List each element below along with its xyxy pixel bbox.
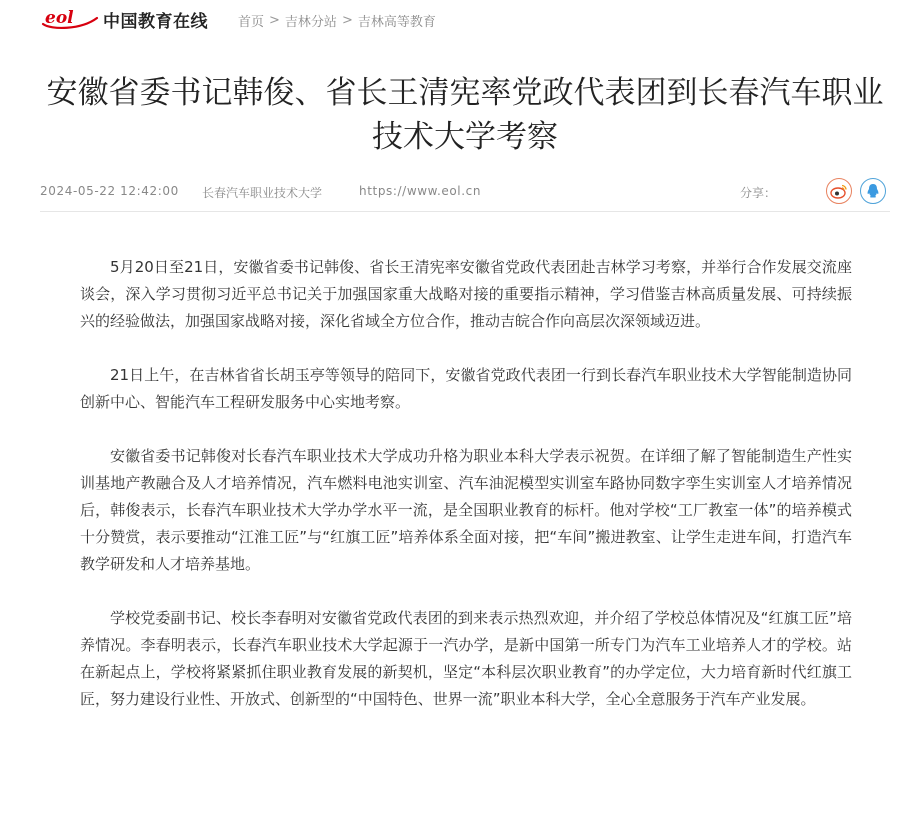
breadcrumb-separator: > <box>269 13 280 28</box>
breadcrumb-jilin[interactable]: 吉林分站 <box>284 15 337 30</box>
share-label: 分享： <box>740 186 777 200</box>
article-paragraph: 安徽省委书记韩俊对长春汽车职业技术大学成功升格为职业本科大学表示祝贺。在详细了解了智能制造生产性实训基地产教融合及人才培养情况，汽车燃料电池实训室、汽车油泥模型实训室车路协同数字孪生实训室人才培养情况后，韩俊表示，长春汽车职业技术大学办学水平一流，是全国职业教育的标杆。他对学校“工厂教室一体”的培养模式十分赞赏，表示要推动“江淮工匠”与“红旗工匠”培养体系全面对接，把“车间”搬进教室、让学生走进车间，打造汽车教学研发和人才培养基地。 <box>80 447 852 573</box>
publish-date: 2024-05-22 12:42:00 <box>40 184 179 198</box>
breadcrumb-home[interactable]: 首页 <box>238 15 265 30</box>
article-paragraph: 5月20日至21日，安徽省委书记韩俊、省长王清宪率安徽省党政代表团赴吉林学习考察，并举行合作发展交流座谈会，深入学习贯彻习近平总书记关于加强国家重大战略对接的重要指示精神，学习借鉴吉林高质量发展、可持续振兴的经验做法，加强国家战略对接，深化省域全方位合作，推动吉皖合作向高层次深领域迈进。 <box>80 258 852 330</box>
share-qq-button[interactable] <box>860 178 886 204</box>
qq-icon <box>866 183 880 199</box>
article-paragraph: 学校党委副书记、校长李春明对安徽省党政代表团的到来表示热烈欢迎，并介绍了学校总体情况及“红旗工匠”培养情况。李春明表示，长春汽车职业技术大学起源于一汽办学，是新中国第一所专门为汽车工业培养人才的学校。站在新起点上，学校将紧紧抓住职业教育发展的新契机，坚定“本科层次职业教育”的办学定位，大力培育新时代红旗工匠，努力建设行业性、开放式、创新型的“中国特色、世界一流”职业本科大学，全心全意服务于汽车产业发展。 <box>80 609 852 708</box>
share-weibo-button[interactable] <box>826 178 852 204</box>
site-url: https://www.eol.cn <box>359 184 482 198</box>
site-logo[interactable] <box>41 6 208 32</box>
breadcrumb <box>238 11 436 30</box>
article-body <box>80 254 852 740</box>
eol-logo-icon <box>41 6 99 32</box>
top-bar <box>0 0 915 40</box>
breadcrumb-higher-education[interactable]: 吉林高等教育 <box>357 15 436 30</box>
article-title: 安徽省委书记韩俊、省长王清宪率党政代表团到长春汽车职业技术大学考察 <box>46 75 884 155</box>
svg-text:eol: eol <box>45 8 74 28</box>
article-meta <box>40 174 890 212</box>
weibo-icon <box>830 183 848 199</box>
article-paragraph: 21日上午，在吉林省省长胡玉亭等领导的陪同下，安徽省党政代表团一行到长春汽车职业技术大学智能制造协同创新中心、智能汽车工程研发服务中心实地考察。 <box>80 366 852 411</box>
site-name: 中国教育在线 <box>103 11 208 32</box>
breadcrumb-separator: > <box>341 13 353 28</box>
article-source: 长春汽车职业技术大学 <box>202 186 323 200</box>
